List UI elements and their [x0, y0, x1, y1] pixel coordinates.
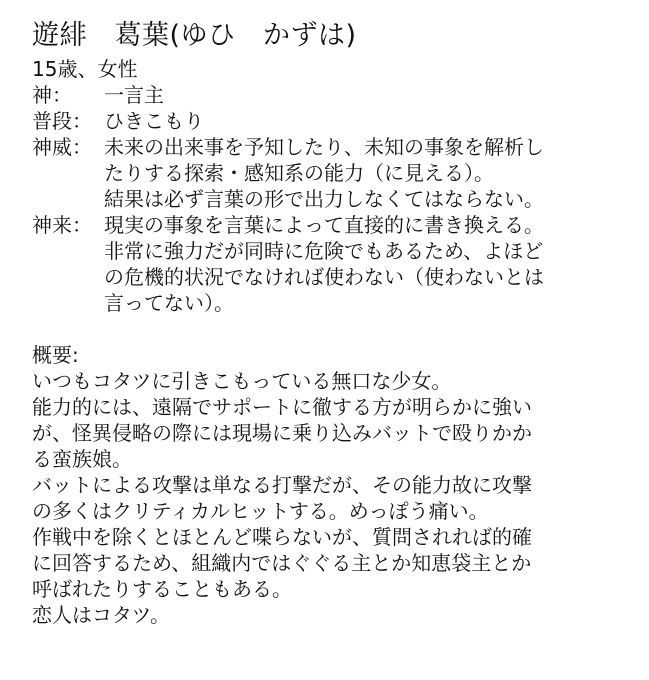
summary-line: が、怪異侵略の際には現場に乗り込みバットで殴りかか: [32, 421, 532, 445]
field-value-line: 結果は必ず言葉の形で出力しなくてはならない。: [104, 187, 544, 211]
field-value: [104, 134, 632, 212]
summary-line: 能力的には、遠隔でサポートに徹する方が明らかに強い: [32, 395, 532, 419]
summary-line: 作戦中を除くとほとんど喋らないが、質問されれば的確: [32, 525, 532, 549]
field-usual: [32, 108, 632, 134]
section-spacer: [32, 316, 632, 342]
age-gender: 15歳、女性: [32, 57, 138, 81]
summary-line: いつもコタツに引きこもっている無口な少女。: [32, 369, 452, 393]
field-label: 普段：: [32, 109, 92, 133]
field-value-line: 言ってない）。: [104, 291, 234, 315]
field-label: 神威：: [32, 135, 92, 159]
field-label: 神来：: [32, 213, 92, 237]
summary-line: に回答するため、組織内ではぐぐる主とか知恵袋主とか: [32, 551, 532, 575]
summary-line: 恋人はコタツ。: [32, 603, 170, 627]
summary-line: バットによる攻撃は単なる打撃だが、その能力故に攻撃: [32, 473, 532, 497]
field-god: [32, 82, 632, 108]
field-label: 神：: [32, 83, 72, 107]
character-name-title: 遊緋 葛葉(ゆひ かずは): [32, 20, 357, 51]
field-value: [104, 212, 632, 316]
summary-heading: 概要:: [32, 343, 79, 367]
field-value-line: ひきこもり: [104, 109, 204, 133]
field-value-line: 未来の出来事を予知したり、未知の事象を解析し: [104, 135, 544, 159]
character-profile: [32, 18, 632, 628]
field-value: [104, 82, 632, 108]
field-kamiki: [32, 212, 632, 316]
field-value-line: の危機的状況でなければ使わない（使わないとは: [104, 265, 544, 289]
field-value-line: 現実の事象を言葉によって直接的に書き換える。: [104, 213, 544, 237]
field-value: [104, 108, 632, 134]
summary-line: る蛮族娘。: [32, 447, 132, 471]
field-value-line: 非常に強力だが同時に危険でもあるため、よほど: [104, 239, 544, 263]
summary-line: 呼ばれたりすることもある。: [32, 577, 292, 601]
field-kamui: [32, 134, 632, 212]
field-value-line: 一言主: [104, 83, 164, 107]
field-value-line: たりする探索・感知系の能力（に見える）。: [104, 161, 494, 185]
summary-section: [32, 342, 632, 628]
summary-line: の多くはクリティカルヒットする。めっぽう痛い。: [32, 499, 489, 523]
